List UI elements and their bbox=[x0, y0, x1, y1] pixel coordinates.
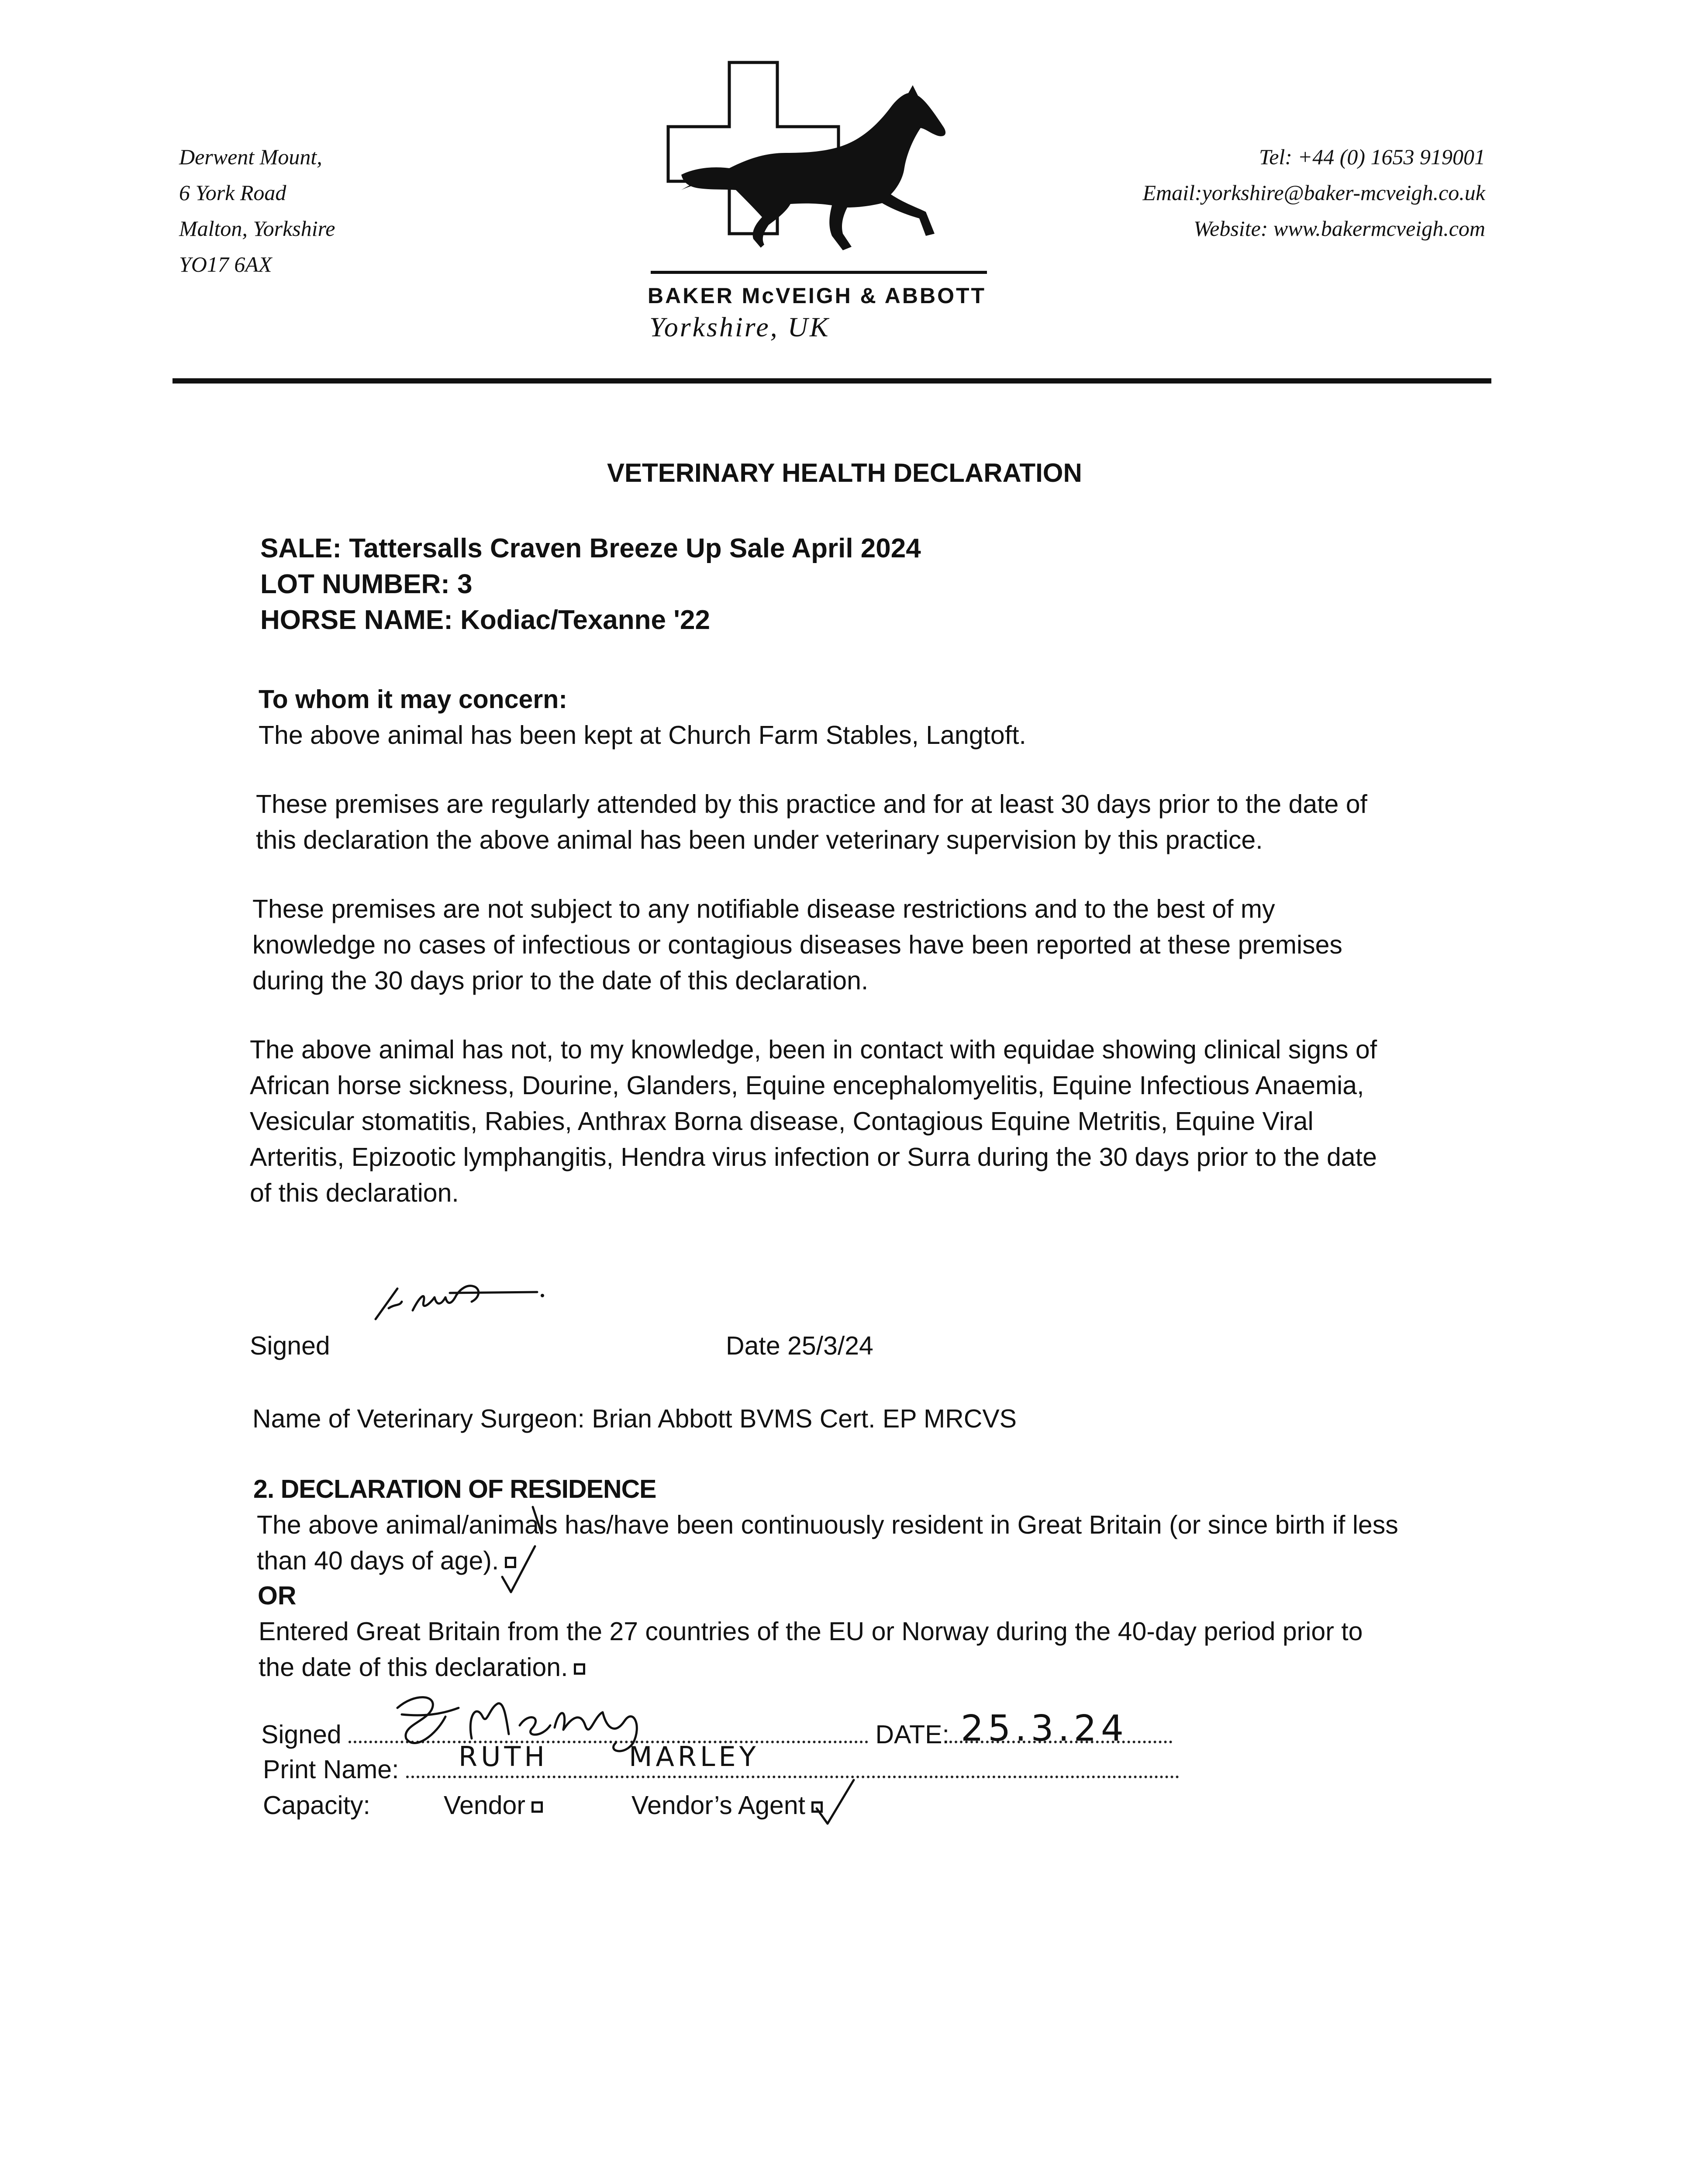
residence-signed-label: Signed bbox=[261, 1720, 342, 1749]
vendor-checkbox[interactable] bbox=[531, 1801, 543, 1813]
vet-date: Date 25/3/24 bbox=[726, 1331, 873, 1360]
or-separator: OR bbox=[258, 1581, 297, 1610]
contact-website: Website: www.bakermcveigh.com bbox=[1194, 216, 1485, 241]
paragraph-line: during the 30 days prior to the date of this declaration. bbox=[252, 966, 869, 995]
paragraph-line: the date of this declaration. bbox=[259, 1653, 568, 1682]
capacity-label: Capacity: bbox=[263, 1791, 370, 1820]
cross-and-horse-logo-icon bbox=[646, 59, 996, 277]
paragraph-line: The above animal has been kept at Church Farm Stables, Langtoft. bbox=[259, 721, 1026, 750]
address-line: 6 York Road bbox=[179, 180, 286, 205]
lot-number: LOT NUMBER: 3 bbox=[260, 569, 473, 599]
pen-mark-icon bbox=[524, 1503, 559, 1538]
vendor-agent-label: Vendor’s Agent bbox=[631, 1791, 806, 1820]
paragraph-supervision bbox=[256, 786, 1367, 858]
vet-surgeon-name: Name of Veterinary Surgeon: Brian Abbott BVMS Cert. EP MRCVS bbox=[252, 1404, 1017, 1433]
firm-name: BAKER McVEIGH & ABBOTT bbox=[648, 283, 987, 308]
header-divider bbox=[172, 378, 1491, 384]
paragraph-line: African horse sickness, Dourine, Glanders, Equine encephalomyelitis, Equine Infectious Anaemia, bbox=[250, 1071, 1364, 1100]
contact-email: Email:yorkshire@baker-mcveigh.co.uk bbox=[1142, 180, 1485, 205]
vendor-option[interactable] bbox=[444, 1787, 543, 1823]
sale-info bbox=[260, 531, 921, 638]
entered-eu-checkbox[interactable] bbox=[574, 1663, 585, 1675]
resident-check-mark-icon bbox=[480, 1542, 542, 1599]
vendor-agent-check-mark-icon bbox=[808, 1773, 860, 1830]
paragraph-line: These premises are not subject to any notifiable disease restrictions and to the best of my bbox=[252, 895, 1275, 923]
residence-option-2 bbox=[259, 1614, 1363, 1685]
paragraph-line: Arteritis, Epizootic lymphangitis, Hendra virus infection or Surra during the 30 days prior to the date bbox=[250, 1143, 1377, 1171]
residence-option-1 bbox=[257, 1507, 1398, 1579]
paragraph-line: of this declaration. bbox=[250, 1178, 459, 1207]
paragraph-restrictions bbox=[252, 891, 1342, 999]
vet-signature-scribble bbox=[371, 1267, 555, 1324]
firm-location: Yorkshire, UK bbox=[649, 311, 830, 342]
paragraph-line: this declaration the above animal has been under veterinary supervision by this practice. bbox=[256, 826, 1263, 854]
paragraph-line: than 40 days of age). bbox=[257, 1546, 499, 1575]
paragraph-diseases bbox=[250, 1032, 1377, 1211]
salutation-block bbox=[259, 681, 1026, 753]
address-line: Malton, Yorkshire bbox=[179, 216, 335, 241]
sale-name: SALE: Tattersalls Craven Breeze Up Sale April 2024 bbox=[260, 533, 921, 563]
paragraph-line: knowledge no cases of infectious or contagious diseases have been reported at these premises bbox=[252, 930, 1342, 959]
residence-date-value: 25.3.24 bbox=[961, 1708, 1128, 1749]
print-name-label: Print Name: bbox=[263, 1755, 399, 1784]
paragraph-line: Entered Great Britain from the 27 countries of the EU or Norway during the 40-day period prior to bbox=[259, 1617, 1363, 1646]
vendor-label: Vendor bbox=[444, 1791, 525, 1820]
practice-address bbox=[179, 139, 335, 282]
residence-date-label: DATE: bbox=[875, 1720, 949, 1749]
horse-name: HORSE NAME: Kodiac/Texanne '22 bbox=[260, 605, 710, 635]
contact-phone: Tel: +44 (0) 1653 919001 bbox=[1259, 145, 1485, 169]
vendor-agent-option[interactable] bbox=[631, 1787, 823, 1823]
paragraph-line-with-checkbox bbox=[257, 1543, 1398, 1579]
address-line: YO17 6AX bbox=[179, 252, 272, 276]
print-name-last: MARLEY bbox=[629, 1741, 759, 1773]
practice-contact bbox=[1142, 139, 1485, 246]
paragraph-line-with-checkbox bbox=[259, 1649, 1363, 1685]
paragraph-line: These premises are regularly attended by this practice and for at least 30 days prior to the date of bbox=[256, 790, 1367, 819]
print-name-first: RUTH bbox=[459, 1741, 548, 1773]
document-title: VETERINARY HEALTH DECLARATION bbox=[607, 458, 1082, 487]
paragraph-line: Vesicular stomatitis, Rabies, Anthrax Borna disease, Contagious Equine Metritis, Equine Viral bbox=[250, 1107, 1314, 1136]
vet-signed-label: Signed bbox=[250, 1331, 330, 1360]
address-line: Derwent Mount, bbox=[179, 145, 322, 169]
residence-heading: 2. DECLARATION OF RESIDENCE bbox=[253, 1475, 656, 1503]
paragraph-line: The above animal has not, to my knowledge, been in contact with equidae showing clinical signs of bbox=[250, 1035, 1377, 1064]
salutation: To whom it may concern: bbox=[259, 685, 567, 714]
paragraph-line: The above animal/animals has/have been continuously resident in Great Britain (or since birth if less bbox=[257, 1510, 1398, 1539]
